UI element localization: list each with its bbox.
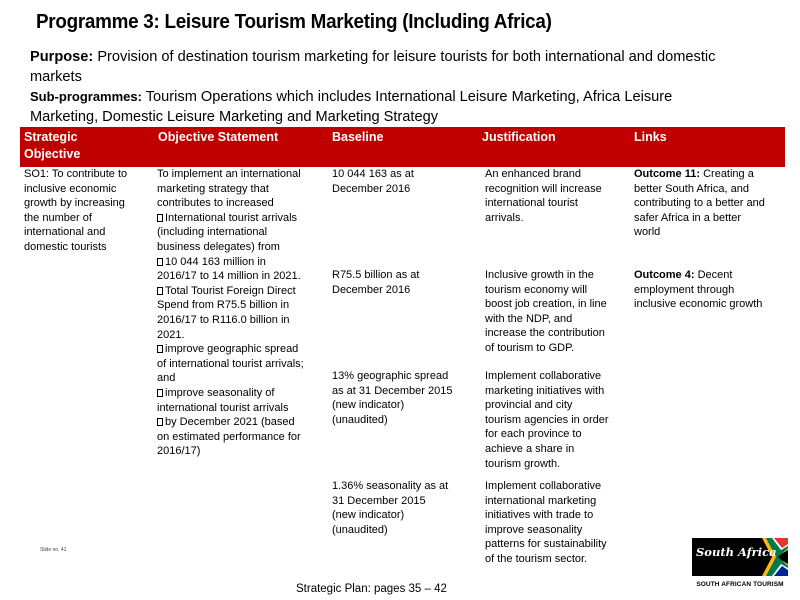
south-african-tourism-logo: [692, 536, 788, 594]
justification-cell-provincial: Implement collaborative marketing initiatives with provincial and city tourism agencies in order for each province to achieve a share in tourism growth.: [485, 370, 609, 470]
purpose-body-cont: markets: [30, 69, 82, 85]
justification-cell-brand: An enhanced brand recognition will increase international tourist arrivals.: [485, 168, 602, 224]
bullet-icon: [157, 389, 163, 397]
page-title: Programme 3: Leisure Tourism Marketing (Including Africa): [36, 10, 552, 33]
subprogrammes-label: Sub-programmes:: [30, 89, 142, 104]
subprogrammes-body: Tourism Operations which includes International Leisure Marketing, Africa Leisure: [145, 89, 673, 105]
footer-reference: Strategic Plan: pages 35 – 42: [296, 583, 447, 595]
objective-statement-cell: To implement an international marketing strategy that contributes to increased International tourist arrivals (including international business delegates) from 10 044 163 million in 2016/17 to 14 million in 2021. Total Tourist Foreign Direct Spend from R75.5 billion in 2016/17 to R116.0 billion in 2021. improve geographic spread of international tourist arrivals; and improve seasonality of international tourist arrivals by December 2021 (based on estimated performance for 2016/17): [157, 168, 304, 458]
baseline-cell-geographic: 13% geographic spread as at 31 December 2015 (new indicator) (unaudited): [332, 370, 453, 426]
slide-number: Slide no. 41: [40, 547, 67, 553]
bullet-icon: [157, 345, 163, 353]
bullet-icon: [157, 287, 163, 295]
strategic-objective-cell: SO1: To contribute to inclusive economic growth by increasing the number of international and domestic tourists: [24, 168, 128, 253]
baseline-cell-arrivals: 10 044 163 as at December 2016: [332, 168, 414, 195]
header-objective-statement: Objective Statement: [158, 130, 279, 144]
header-justification: Justification: [482, 130, 556, 144]
bullet-icon: [157, 258, 163, 266]
purpose-body: Provision of destination tourism marketing for leisure tourists for both international and domestic: [97, 49, 716, 65]
outcome-11-label: Outcome 11:: [634, 168, 701, 180]
justification-cell-seasonality: Implement collaborative international marketing initiatives with trade to improve seasonality patterns for sustainability of the tourism sector.: [485, 480, 607, 565]
links-cell-outcome-4: Outcome 4: Decent employment through inclusive economic growth: [634, 269, 763, 311]
links-cell-outcome-11: Outcome 11: Creating a better South Africa, and contributing to a better and safer Africa in a better world: [634, 168, 765, 239]
table-header-bar: [20, 127, 785, 167]
subprogrammes-body-cont: Marketing, Domestic Leisure Marketing and Marketing Strategy: [30, 108, 438, 125]
purpose-label: Purpose:: [30, 49, 94, 65]
justification-cell-growth: Inclusive growth in the tourism economy will boost job creation, in line with the NDP, and increase the contribution of tourism to GDP.: [485, 269, 607, 354]
logo-caption: SOUTH AFRICAN TOURISM: [696, 581, 784, 588]
bullet-icon: [157, 214, 163, 222]
outcome-4-label: Outcome 4:: [634, 269, 695, 281]
header-baseline: Baseline: [332, 130, 384, 144]
logo-script-text: South Africa: [696, 545, 777, 559]
header-links: Links: [634, 130, 667, 144]
baseline-cell-seasonality: 1.36% seasonality as at 31 December 2015 (new indicator) (unaudited): [332, 480, 449, 536]
subprogrammes-text: [30, 87, 780, 127]
baseline-cell-spend: R75.5 billion as at December 2016: [332, 269, 420, 296]
purpose-text: [30, 47, 780, 87]
header-strategic-objective: Strategic Objective: [24, 130, 81, 161]
bullet-icon: [157, 418, 163, 426]
